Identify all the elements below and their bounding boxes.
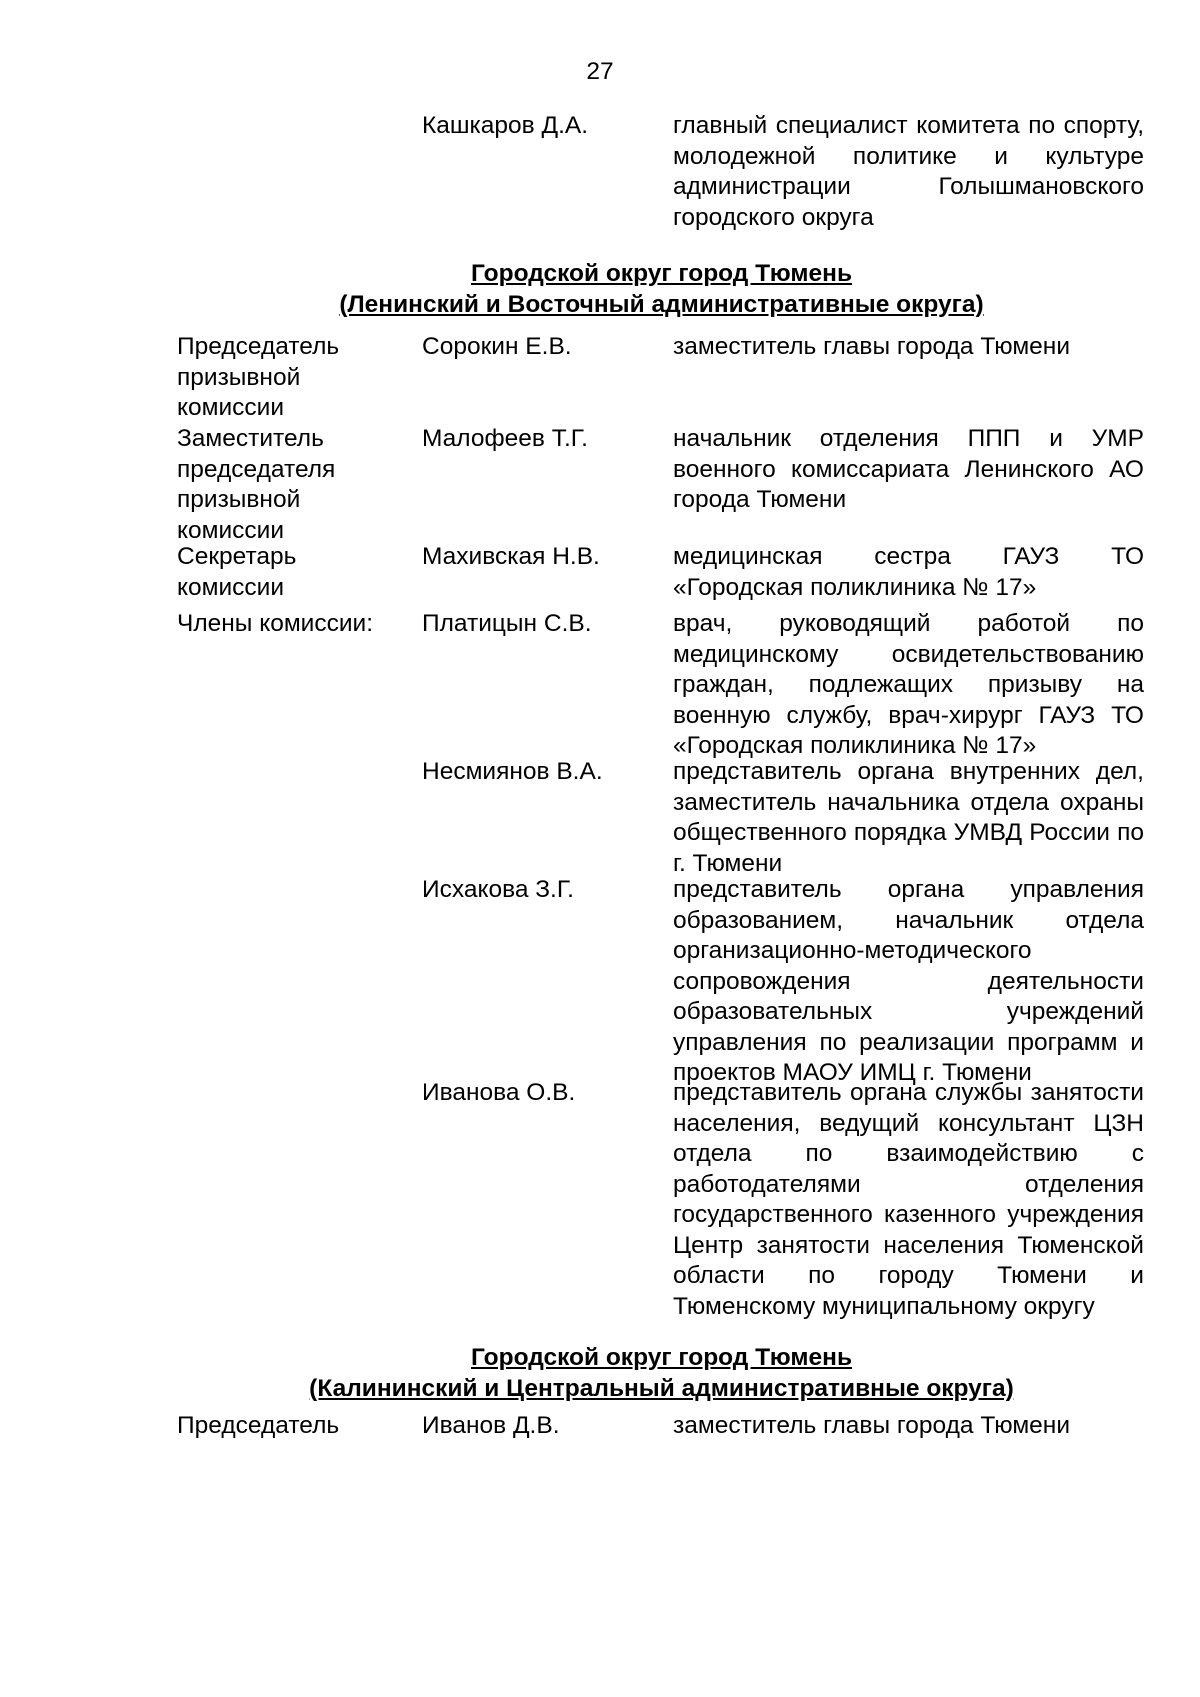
member-name: Махивская Н.В. <box>422 543 600 570</box>
member-position: заместитель главы города Тюмени <box>673 1412 1071 1439</box>
member-name: Несмиянов В.А. <box>422 758 603 785</box>
member-role: Заместитель председателя призывной комиссии <box>177 425 336 544</box>
member-name: Иванова О.В. <box>422 1079 576 1106</box>
member-position: главный специалист комитета по спорту, молодежной политике и культуре администрации Голышмановского городского округа <box>673 112 1144 231</box>
member-role: Председатель призывной комиссии <box>177 333 340 421</box>
member-name: Сорокин Е.В. <box>422 333 572 360</box>
member-role: Члены комиссии: <box>177 610 374 637</box>
member-name: Платицын С.В. <box>422 610 592 637</box>
member-name: Иванов Д.В. <box>422 1412 560 1439</box>
section-title: Городской округ город Тюмень <box>470 1344 853 1371</box>
section-title: Городской округ город Тюмень <box>470 260 853 287</box>
member-position: начальник отделения ППП и УМР военного комиссариата Ленинского АО города Тюмени <box>673 425 1144 513</box>
member-name: Исхакова З.Г. <box>422 876 574 903</box>
page-number: 27 <box>586 58 614 85</box>
member-position: заместитель главы города Тюмени <box>673 333 1071 360</box>
member-position: представитель органа службы занятости населения, ведущий консультант ЦЗН отдела по взаимодействию с работодателями отделения государственного казенного учреждения Центр занятости населения Тюменской области по городу Тюмени и Тюменскому муниципальному округу <box>673 1079 1144 1320</box>
member-position: врач, руководящий работой по медицинскому освидетельствованию граждан, подлежащих призыву на военную службу, врач-хирург ГАУЗ ТО «Городская поликлиника № 17» <box>673 610 1144 759</box>
section-heading <box>0 1343 1200 1404</box>
section-subtitle: (Ленинский и Восточный административные округа) <box>339 290 984 318</box>
member-name: Малофеев Т.Г. <box>422 425 588 452</box>
section-subtitle: (Калининский и Центральный административные округа) <box>309 1374 1014 1402</box>
section-heading <box>0 259 1200 320</box>
member-role: Секретарь комиссии <box>177 543 297 601</box>
member-position: медицинская сестра ГАУЗ ТО «Городская поликлиника № 17» <box>673 543 1144 601</box>
member-name: Кашкаров Д.А. <box>422 112 589 139</box>
member-role: Председатель <box>177 1412 340 1439</box>
member-position: представитель органа внутренних дел, заместитель начальника отдела охраны общественного порядка УМВД России по г. Тюмени <box>673 758 1144 877</box>
member-position: представитель органа управления образованием, начальник отдела организационно-методического сопровождения деятельности образовательных учреждений управления по реализации программ и проектов МАОУ ИМЦ г. Тюмени <box>673 876 1144 1086</box>
